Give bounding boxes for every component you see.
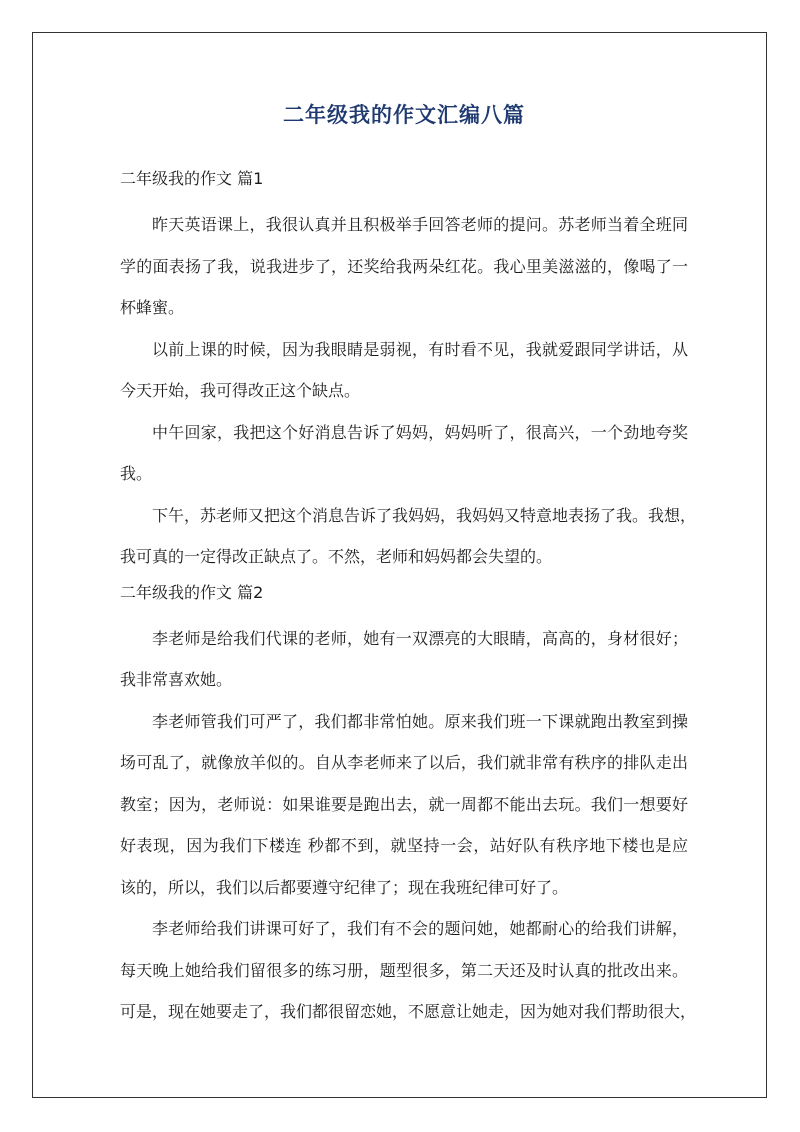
paragraph-line: 该的，所以，我们以后都要遵守纪律了；现在我班纪律可好了。	[120, 877, 569, 897]
paragraph-line: 好表现，因为我们下楼连 秒都不到，就坚持一会，站好队有秩序地下楼也是应	[120, 836, 688, 855]
paragraph-line: 场可乱了，就像放羊似的。自从李老师来了以后，我们就非常有秩序的排队走出	[120, 753, 688, 772]
paragraph	[120, 495, 697, 578]
paragraph-line: 我。	[120, 464, 153, 483]
paragraph-line: 李老师是给我们代课的老师，她有一双漂亮的大眼睛，高高的，身材很好；	[152, 628, 688, 648]
paragraph-line: 教室；因为，老师说：如果谁要是跑出去，就一周都不能出去玩。我们一想要好	[120, 794, 688, 814]
paragraph-line: 杯蜂蜜。	[120, 298, 185, 317]
paragraph-line: 今天开始，我可得改正这个缺点。	[120, 381, 361, 400]
document-body	[120, 100, 697, 1033]
paragraph	[120, 701, 688, 909]
paragraph-line: 我可真的一定得改正缺点了。不然，老师和妈妈都会失望的。	[120, 547, 553, 566]
paragraph	[120, 204, 688, 329]
paragraph	[120, 618, 688, 701]
paragraph	[120, 329, 688, 412]
paragraph-line: 李老师管我们可严了，我们都非常怕她。原来我们班一下课就跑出教室到操	[152, 711, 688, 731]
paragraph	[120, 908, 697, 1033]
paragraph-line: 我非常喜欢她。	[120, 670, 233, 689]
paragraph-line: 每天晚上她给我们留很多的练习册，题型很多，第二天还及时认真的批改出来。	[120, 960, 688, 980]
paragraph-line: 中午回家，我把这个好消息告诉了妈妈，妈妈听了，很高兴，一个劲地夸奖	[152, 422, 688, 442]
paragraph-line: 可是，现在她要走了，我们都很留恋她，不愿意让她走，因为她对我们帮助很大，	[120, 1002, 697, 1021]
paragraph-line: 李老师给我们讲课可好了，我们有不会的题问她，她都耐心的给我们讲解，	[152, 919, 688, 938]
paragraph-line: 以前上课的时候，因为我眼睛是弱视，有时看不见，我就爱跟同学讲话，从	[152, 339, 688, 359]
paragraph	[120, 412, 688, 495]
paragraph-line: 昨天英语课上，我很认真并且积极举手回答老师的提问。苏老师当着全班同	[152, 215, 688, 234]
sections-container	[120, 164, 697, 1033]
paragraph-line: 下午，苏老师又把这个消息告诉了我妈妈，我妈妈又特意地表扬了我。我想，	[152, 505, 697, 525]
section-heading: 二年级我的作文 篇1	[120, 169, 264, 188]
section-heading: 二年级我的作文 篇2	[120, 582, 264, 602]
paragraph-line: 学的面表扬了我，说我进步了，还奖给我两朵红花。我心里美滋滋的，像喝了一	[120, 256, 688, 276]
document-title: 二年级我的作文汇编八篇	[283, 103, 525, 127]
